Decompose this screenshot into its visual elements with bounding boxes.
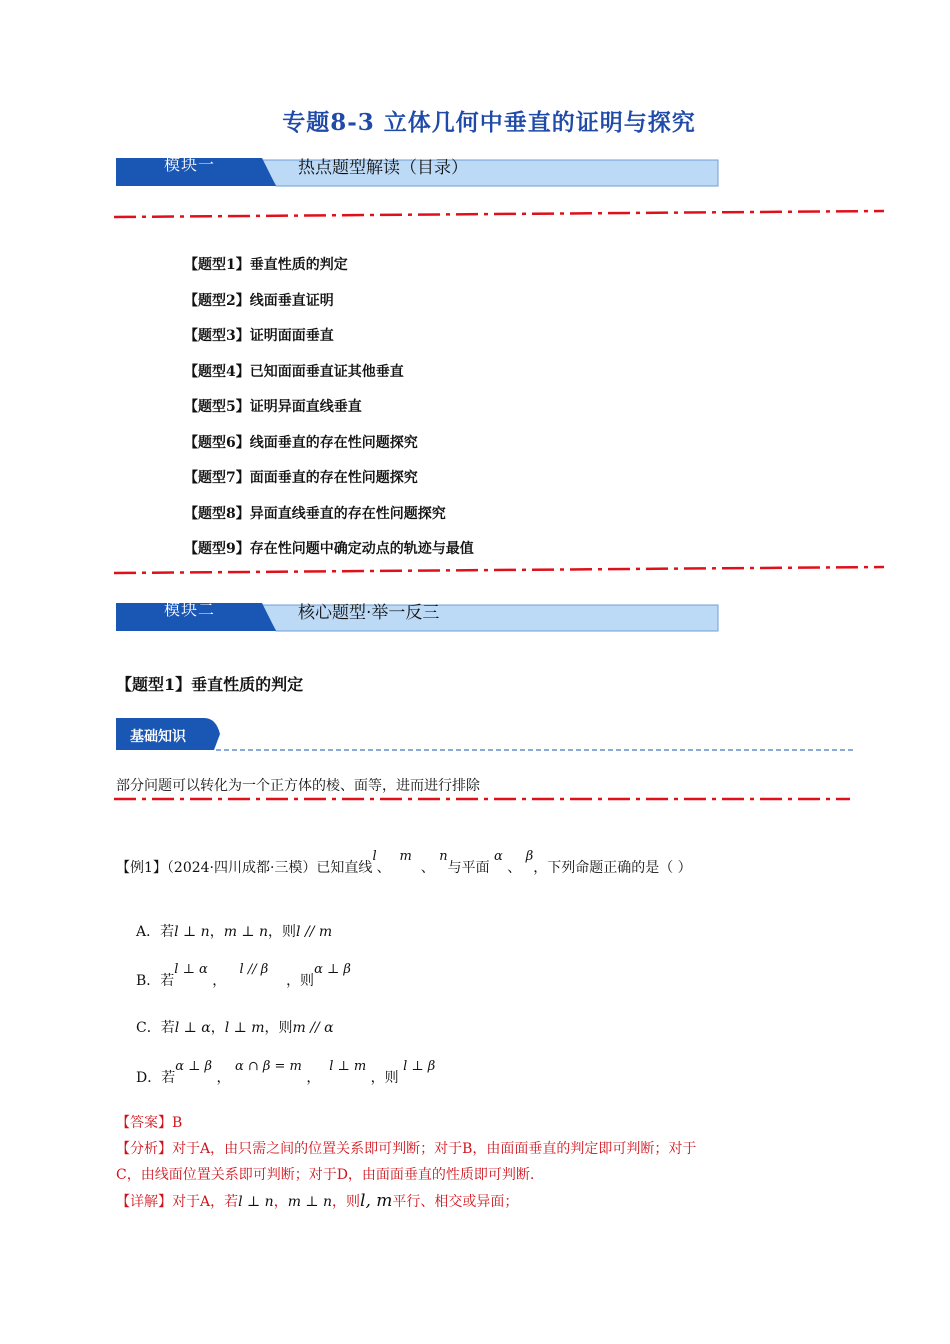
option-c[interactable] <box>136 1017 334 1037</box>
var-l: l <box>372 849 377 864</box>
example-prefix: 【例1】（2024·四川成都·三模）已知直线 <box>116 860 373 876</box>
cond: l ⊥ m <box>329 1059 367 1074</box>
example-question <box>116 849 692 877</box>
toc-item-3[interactable]: 【题型3】证明面面垂直 <box>184 328 334 344</box>
cond: l ⊥ α <box>174 1020 211 1036</box>
sep: ，则 <box>264 1020 293 1036</box>
sep: ， <box>216 1070 231 1086</box>
conclusion: l ⊥ β <box>403 1059 436 1074</box>
cond: α ∩ β = m <box>234 1059 302 1074</box>
sep: ， <box>212 973 227 989</box>
section-heading: 【题型1】垂直性质的判定 <box>116 675 304 694</box>
cond: m ⊥ n <box>287 1194 333 1210</box>
example-mid: 与平面 <box>447 860 490 876</box>
detail-prefix: 【详解】对于A，若 <box>116 1194 239 1210</box>
toc-item-6[interactable]: 【题型6】线面垂直的存在性问题探究 <box>184 435 418 451</box>
sep: ， <box>306 1070 321 1086</box>
analysis-line-2: C，由线面位置关系即可判断；对于D，由面面垂直的性质即可判断. <box>116 1167 535 1183</box>
module-two-banner <box>116 600 720 633</box>
red-dash-divider <box>114 564 886 576</box>
var-n: n <box>439 849 448 864</box>
knowledge-tag-label: 基础知识 <box>130 729 186 745</box>
knowledge-text: 部分问题可以转化为一个正方体的棱、面等，进而进行排除 <box>116 778 480 794</box>
cond: l, m <box>360 1191 393 1211</box>
option-a[interactable] <box>136 921 332 941</box>
cond: l ⊥ n <box>238 1194 274 1210</box>
var-m: m <box>399 849 412 864</box>
example-suffix: ，下列命题正确的是（ ） <box>533 860 692 876</box>
module-two-label: 模块二 <box>164 600 216 619</box>
var-alpha: α <box>494 849 503 864</box>
module-one-label: 模块一 <box>164 155 216 174</box>
sep: ，则 <box>370 1070 399 1086</box>
module-two-heading: 核心题型·举一反三 <box>298 603 440 623</box>
option-label: B．若 <box>136 973 175 989</box>
cond: l ⊥ α <box>174 962 208 977</box>
option-label: C．若 <box>136 1020 175 1036</box>
sep: 、 <box>507 860 522 876</box>
option-label: A．若 <box>136 924 175 940</box>
red-dash-divider <box>114 208 886 220</box>
cond: l ⊥ m <box>224 1020 265 1036</box>
conclusion: m // α <box>292 1020 334 1036</box>
module-one-heading: 热点题型解读（目录） <box>298 158 468 178</box>
sep: ， <box>210 1020 225 1036</box>
detail-line <box>116 1191 518 1211</box>
red-dash-divider <box>114 794 854 804</box>
toc-item-1[interactable]: 【题型1】垂直性质的判定 <box>184 257 348 273</box>
option-label: D．若 <box>136 1070 176 1086</box>
option-d[interactable] <box>136 1059 436 1087</box>
toc-item-9[interactable]: 【题型9】存在性问题中确定动点的轨迹与最值 <box>184 541 474 557</box>
conclusion: α ⊥ β <box>314 962 351 977</box>
cond: α ⊥ β <box>175 1059 213 1074</box>
toc-item-7[interactable]: 【题型7】面面垂直的存在性问题探究 <box>184 470 418 486</box>
sep: ，则 <box>268 924 297 940</box>
sep: ， <box>209 924 224 940</box>
toc-item-2[interactable]: 【题型2】线面垂直证明 <box>184 293 334 309</box>
sep: ，则 <box>286 973 315 989</box>
sep: ， <box>273 1194 288 1210</box>
tag-shape <box>116 718 856 752</box>
toc-item-8[interactable]: 【题型8】异面直线垂直的存在性问题探究 <box>184 506 446 522</box>
var-beta: β <box>525 849 534 864</box>
module-one-banner <box>116 155 720 188</box>
option-b[interactable] <box>136 962 351 990</box>
detail-suffix: 平行、相交或异面； <box>392 1194 519 1210</box>
toc-item-4[interactable]: 【题型4】已知面面垂直证其他垂直 <box>184 364 404 380</box>
analysis-line-1: 【分析】对于A，由只需之间的位置关系即可判断；对于B，由面面垂直的判定即可判断；对于 <box>116 1141 697 1157</box>
cond: m ⊥ n <box>223 924 269 940</box>
sep: 、 <box>420 860 435 876</box>
toc-item-5[interactable]: 【题型5】证明异面直线垂直 <box>184 399 362 415</box>
sep: 、 <box>376 860 391 876</box>
page-title: 专题8-3 立体几何中垂直的证明与探究 <box>282 109 696 136</box>
sep: ，则 <box>332 1194 361 1210</box>
answer-line: 【答案】B <box>116 1115 183 1131</box>
knowledge-tag <box>116 718 856 752</box>
conclusion: l // m <box>296 924 333 940</box>
cond: l // β <box>239 962 269 977</box>
cond: l ⊥ n <box>174 924 210 940</box>
